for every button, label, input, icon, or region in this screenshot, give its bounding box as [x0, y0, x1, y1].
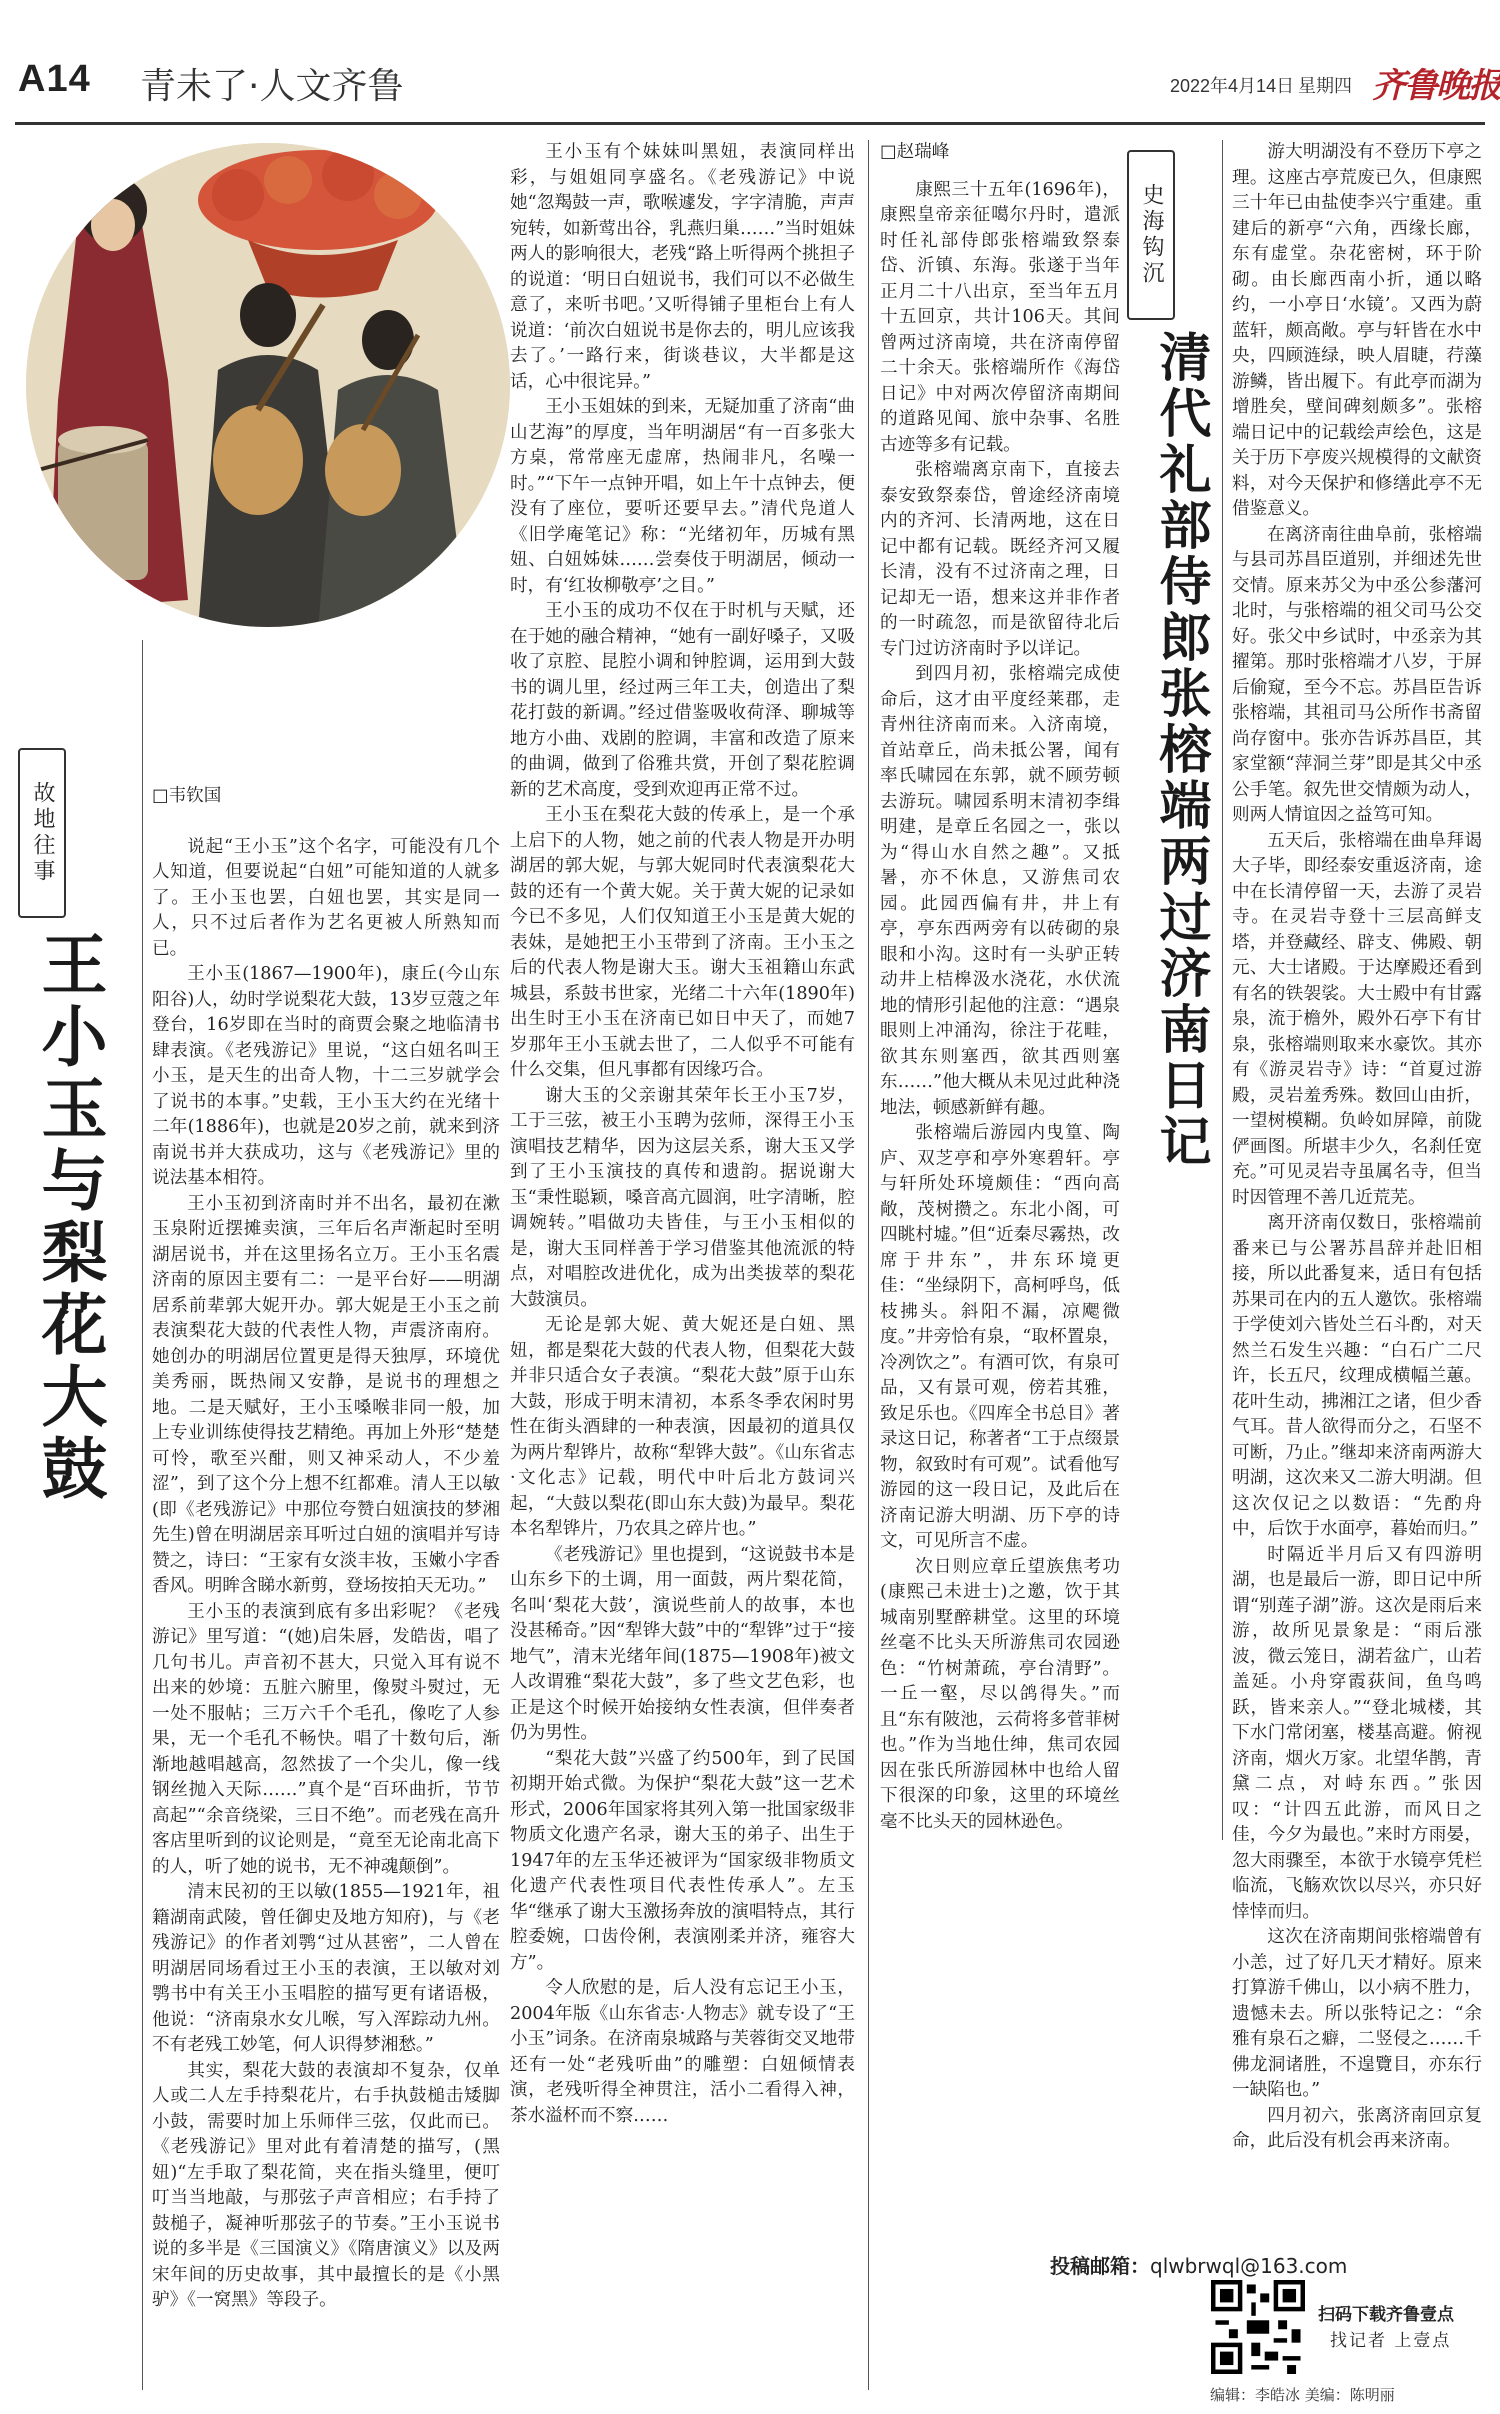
article2-column-2	[1232, 140, 1482, 2180]
editor-credits: 编辑：李皓冰 美编：陈明丽	[1210, 2386, 1395, 2404]
article1-tag-text: 故地往事	[30, 781, 55, 885]
page-header	[0, 0, 1500, 132]
article2-tag-text: 史海钩沉	[1139, 183, 1164, 287]
column-rule	[1222, 140, 1223, 1840]
article2-column-1	[880, 140, 1120, 1830]
article2-title: 清代礼部侍郎张榕端两过济南日记	[1150, 330, 1210, 1170]
paragraph: 王小玉的成功不仅在于时机与天赋，还在于她的融合精神，“她有一副好嗓子，又吸收了京腔、昆腔小调和钟腔调，运用到大鼓书的调儿里，经过两三年工夫，创造出了梨花打鼓的新调。”经过借鉴吸收荷泽、聊城等地方小曲、戏剧的腔调，丰富和改造了原来的曲调，做到了俗雅共赏，开创了梨花腔调新的艺术高度，受到欢迎再正常不过。	[510, 601, 855, 800]
article-divider	[868, 140, 869, 2390]
paragraph: 令人欣慰的是，后人没有忘记王小玉，2004年版《山东省志·人物志》就专设了“王小玉”词条。在济南泉城路与芙蓉街交叉地带还有一处“老残听曲”的雕塑：白妞倾情表演，老残听得全神贯注，活小二看得入神，茶水溢杯而不察……	[510, 1978, 855, 2126]
paragraph: 四月初六，张离济南回京复命，此后没有机会再来济南。	[1232, 2105, 1482, 2151]
article1-column-1	[152, 784, 500, 2384]
paragraph: 康熙三十五年(1696年)，康熙皇帝亲征噶尔丹时，遣派时任礼部侍郎张榕端致祭泰岱、沂镇、东海。张遂于当年正月二十八出京，至当年五月十五回京，共计106天。其间曾两过济南境，共在济南停留二十余天。张榕端所作《海岱日记》中对两次停留济南期间的道路见闻、旅中杂事、名胜古迹等多有记载。	[880, 179, 1120, 455]
paragraph: 王小玉姐妹的到来，无疑加重了济南“曲山艺海”的厚度，当年明湖居“有一百多张大方桌，常常座无虚席，热闹非凡，名噪一时。”“下午一点钟开唱，如上午十点钟去，便没有了座位，要听还要早去。”清代凫道人《旧学庵笔记》称：“光绪初年，历城有黑妞、白妞姊妹……尝奏伎于明湖居，倾动一时，有‘红妆柳敬亭’之目。”	[510, 397, 855, 596]
paragraph: 谢大玉的父亲谢其荣年长王小玉7岁，工于三弦，被王小玉聘为弦师，深得王小玉演唱技艺精华，因为这层关系，谢大玉又学到了王小玉演技的真传和遗韵。据说谢大玉“秉性聪颖，嗓音高亢圆润，吐字清晰，腔调婉转。”唱做功夫皆佳，与王小玉相似的是，谢大玉同样善于学习借鉴其他流派的特点，对唱腔改进优化，成为出类拔萃的梨花大鼓演员。	[510, 1085, 855, 1310]
email-address[interactable]: qlwbrwql@163.com	[1150, 2254, 1348, 2278]
paragraph: 这次在济南期间张榕端曾有小恙，过了好几天才精好。原来打算游千佛山，以小病不胜力，遗憾未去。所以张特记之：“余雅有泉石之癖，二竖侵之……千佛龙洞诸胜，不遑覽目，亦东行一缺陷也。”	[1232, 1927, 1482, 2100]
submission-email	[1050, 2250, 1347, 2279]
app-slogan-text: 找记者 上壹点	[1330, 2331, 1452, 2351]
paragraph: 王小玉在梨花大鼓的传承上，是一个承上启下的人物，她之前的代表人物是开办明湖居的郭大妮，与郭大妮同时代表演梨花大鼓的还有一个黄大妮。关于黄大妮的记录如今已不多见，人们仅知道王小玉是黄大妮的表妹，是她把王小玉带到了济南。王小玉之后的代表人物是谢大玉。谢大玉祖籍山东武城县，系鼓书世家，光绪二十六年(1890年)出生时王小玉在济南已如日中天了，而她7岁那年王小玉就去世了，二人似乎不可能有什么交集，但凡事都有因缘巧合。	[510, 805, 855, 1080]
submission-label: 投稿邮箱：	[1050, 2254, 1150, 2278]
paragraph: 无论是郭大妮、黄大妮还是白妞、黑妞，都是梨花大鼓的代表人物，但梨花大鼓并非只适合女子表演。“梨花大鼓”原于山东大鼓，形成于明末清初，本系冬季农闲时男性在街头酒肆的一种表演，因最初的道具仅为两片犁铧片，故称“犁铧大鼓”。《山东省志·文化志》记载，明代中叶后北方鼓词兴起，“大鼓以梨花(即山东大鼓)为最早。梨花本名犁铧片，乃农具之碎片也。”	[510, 1315, 855, 1539]
column-rule	[142, 640, 143, 2390]
qr-code-icon[interactable]	[1211, 2280, 1305, 2374]
page-number: A14	[18, 58, 91, 100]
paragraph: “梨花大鼓”兴盛了约500年，到了民国初期开始式微。为保护“梨花大鼓”这一艺术形式，2006年国家将其列入第一批国家级非物质文化遗产名录，谢大玉的弟子、出生于1947年的左玉华还被评为“国家级非物质文化遗产代表性项目代表性传承人”。左玉华“继承了谢大玉激扬奔放的演唱特点，其行腔委婉，口齿伶俐，表演刚柔并济，雍容大方”。	[510, 1748, 855, 1973]
paragraph: 五天后，张榕端在曲阜拜谒大子毕，即经泰安重返济南，途中在长清停留一天，去游了灵岩寺。在灵岩寺登十三层高鲜支塔，并登藏经、辟支、佛殿、朝元、大士诸殿。于达摩殿还看到有名的铁袈裟。大士殿中有甘露泉，流于檐外，殿外石亭下有甘泉，张榕端则取来水豪饮。其亦有《游灵岩寺》诗：“首夏过游殿，灵岩羞秀殊。数回山由折，一望树模糊。负岭如屏障，前陇俨画图。所堪丰少久，名刹任宽充。”可见灵岩寺虽属名寺，但当时因管理不善几近荒芜。	[1232, 830, 1482, 1208]
app-download-text: 扫码下载齐鲁壹点	[1318, 2305, 1454, 2325]
section-name: 青未了·人文齐鲁	[140, 66, 404, 107]
paragraph: 到四月初，张榕端完成使命后，这才由平度经莱郡，走青州往济南而来。入济南境，首站章丘，尚未抵公署，闻有率氏啸园在东郭，就不顾劳顿去游玩。啸园系明末清初李缉明建，是章丘名园之一，张以为“得山水自然之趣”。又抵暑，亦不休息，又游焦司农园。此园西偏有井，井上有亭，亭东西两旁有以砖砌的泉眼和小沟。这时有一头驴正转动井上桔槔汲水浇花，水伏流地的情形引起他的注意：“遇泉眼则上冲涌沟，徐注于花畦，欲其东则塞西，欲其西则塞东……”他大概从未见过此种浇地法，顿感新鲜有趣。	[880, 664, 1120, 1118]
paragraph: 时隔近半月后又有四游明湖，也是最后一游，即日记中所谓“别莲子湖”游。这次是雨后来游，故所见景象是：“雨后涨波，微云笼日，湖若盆广，山若盖延。小舟穿霞荻间，鱼鸟鸣跃，皆来亲人。”“登北城楼，其下水门常闭塞，楼基高避。俯视济南，烟火万家。北望华鹊，青黛二点，对峙东西。”张因叹：“计四五此游，而风日之佳，今夕为最也。”来时方雨晏，忽大雨骤至，本欲于水镜亭凭栏临流，飞觞欢饮以尽兴，亦只好悻悻而归。	[1232, 1544, 1482, 1922]
issue-date: 2022年4月14日	[1170, 76, 1295, 96]
article1-tag	[18, 748, 66, 918]
article2-author: □赵瑞峰	[880, 142, 950, 162]
article2-tag	[1127, 150, 1175, 320]
paragraph: 王小玉(1867—1900年)，康丘(今山东阳谷)人，幼时学说梨花大鼓，13岁豆蔻之年登台，16岁即在当时的商贾会聚之地临清书肆表演。《老残游记》里说，“这白妞名叫王小玉，是天生的出奇人物，十二三岁就学会了说书的本事。”史载，王小玉大约在光绪十二年(1886年)，也就是20岁之前，就来到济南说书并大获成功，这与《老残游记》里的说法基本相符。	[152, 964, 500, 1188]
paragraph: 张榕端后游园内曳篁、陶庐、双芝亭和亭外寒碧轩。亭与轩所处环境颇佳：“西向高敞，茂树攒之。东北小阁，可四眺村墟。”但“近秦尽霧热，改席于井东”，井东环境更佳：“坐绿阴下，高柯呼鸟，低枝拂头。斜阳不漏，凉飔微度。”井旁恰有泉，“取杯置泉，冷冽饮之”。有酒可饮，有泉可品，又有景可观，傍若其雅，致足乐也。《四库全书总目》著录这日记，称著者“工于点缀景物，叙致时有可观”。试看他写游园的这一段日记，及此后在济南记游大明湖、历下亭的诗文，可见所言不虚。	[880, 1123, 1120, 1551]
paragraph: 王小玉有个妹妹叫黑妞，表演同样出彩，与姐姐同享盛名。《老残游记》中说她“忽羯鼓一声，歌喉遽发，字字清脆，声声宛转，如新莺出谷，乳燕归巢……”当时姐妹两人的影响很大，老残“路上听得两个挑担子的说道：‘明日白妞说书，我们可以不必做生意了，来听书吧。’又听得铺子里柜台上有人说道：‘前次白妞说书是你去的，明儿应该我去了。’一路行来，街谈巷议，大半都是这话，心中很诧异。”	[510, 142, 855, 392]
paragraph: 张榕端离京南下，直接去泰安致祭泰岱，曾途经济南境内的齐河、长清两地，这在日记中都有记载。既经齐河又履长清，没有不过济南之理，日记却无一语，想来这并非作者的一时疏忽，而是欲留待北后专门过访济南时予以详记。	[880, 460, 1120, 659]
paragraph: 在离济南往曲阜前，张榕端与县司苏昌臣道别，并细述先世交情。原来苏父为中丞公参藩河北时，与张榕端的祖父司马公交好。张父中乡试时，中丞亲为其擢第。那时张榕端才八岁，于屏后偷窥，至今不忘。苏昌臣告诉张榕端，其祖司马公所作书斋留尚存窗中。张亦告诉苏昌臣，其家堂额“萍洞兰芽”即是其父中丞公手笔。叙先世交情颇为动人，则两人情谊因之益笃可知。	[1232, 524, 1482, 825]
paragraph: 王小玉初到济南时并不出名，最初在漱玉泉附近摆摊卖演，三年后名声渐起时至明湖居说书，并在这里扬名立万。王小玉名震济南的原因主要有二：一是平台好——明湖居系前辈郭大妮开办。郭大妮是王小玉之前表演梨花大鼓的代表性人物，声震济南府。她创办的明湖居位置更是得天独厚，环境优美秀丽，既热闹又安静，是说书的理想之地。二是天赋好，王小玉嗓喉非同一般，加上专业训练使得技艺精绝。再加上外形“楚楚可怜，歌至兴酣，则又神采动人，不少羞涩”，到了这个分上想不红都难。清人王以敏(即《老残游记》中那位夸赞白妞演技的梦湘先生)曾在明湖居亲耳听过白妞的演唱并写诗赞之，诗曰：“王家有女淡丰妆，玉嫩小字香香风。明眸含睇水新剪，登场按拍天无功。”	[152, 1193, 500, 1596]
paragraph: 清末民初的王以敏(1855—1921年，祖籍湖南武陵，曾任御史及地方知府)，与《老残游记》的作者刘鹗“过从甚密”，二人曾在明湖居同场看过王小玉的表演，王以敏对刘鹗书中有关王小玉唱腔的描写更有诸语极，他说：“济南泉水女儿喉，写入浑踪动九州。不有老残工妙笔，何人识得梦湘愁。”	[152, 1882, 500, 2055]
newspaper-logo: 齐鲁晚报	[1372, 66, 1500, 106]
paragraph: 说起“王小玉”这个名字，可能没有几个人知道，但要说起“白妞”可能知道的人就多了。王小玉也罢，白妞也罢，其实是同一人，只不过后者作为艺名更被人所熟知而已。	[152, 836, 500, 959]
article1-author: □韦钦国	[152, 786, 222, 806]
article1-title: 王小玉与梨花大鼓	[30, 930, 107, 1506]
paragraph: 离开济南仅数日，张榕端前番来已与公署苏昌辞并赴旧相接，所以此番复来，适日有包括苏果司在内的五人邀饮。张榕端于学使刘六皆处兰石斗酌，对天然兰石发生兴趣：“白石广二尺许，长五尺，纹理成横幅兰蕙。花叶生动，拂湘江之诸，但少香气耳。昔人欲得而分之，石坚不可断，乃止。”继却来济南两游大明湖，这次来又二游大明湖。但这次仅记之以数语：“先酌舟中，后饮于水面亭，暮始而归。”	[1232, 1213, 1482, 1539]
paragraph: 次日则应章丘望族焦考功(康熙己未进士)之邀，饮于其城南别墅醉耕堂。这里的环境丝毫不比头天所游焦司农园逊色：“竹树萧疏，亭台清野”。一丘一壑，尽以鸽得失。”而且“东有陂池，云荷将多菅菲树也。”作为当地仕绅，焦司农园因在张氏所游园林中也给人留下很深的印象，这里的环境丝毫不比头天的园林逊色。	[880, 1556, 1120, 1830]
issue-weekday: 星期四	[1298, 76, 1352, 97]
paragraph: 游大明湖没有不登历下亭之理。这座古亭荒废已久，但康熙三十年已由盐使李兴宁重建。重建后的新亭“六角，西缘长廊，东有虚堂。杂花密树，环于阶砌。由长廊西南小折，通以略约，一小亭日‘水镜’。又西为蔚蓝轩，颇高敞。亭与轩皆在水中央，四顾涟绿，映人眉睫，荇藻游鳞，皆出履下。有此亭而湖为增胜矣，壁间碑刻颇多”。张榕端日记中的记载绘声绘色，这是关于历下亭废兴规模得的文献资料，对今天保护和修缮此亭不无借鉴意义。	[1232, 142, 1482, 519]
paragraph: 其实，梨花大鼓的表演却不复杂，仅单人或二人左手持梨花片，右手执鼓槌击矮脚小鼓，需要时加上乐师伴三弦，仅此而已。《老残游记》里对此有着清楚的描写，(黑妞)“左手取了梨花简，夹在指头缝里，便叮叮当当地敲，与那弦子声音相应；右手持了鼓槌子，凝神听那弦子的节奏。”王小玉说书说的多半是《三国演义》《隋唐演义》以及两宋年间的历史故事，其中最擅长的是《小黑驴》《一窝黑》等段子。	[152, 2060, 500, 2310]
article1-column-2	[510, 140, 855, 2390]
performers-illustration	[18, 140, 518, 630]
paragraph: 王小玉的表演到底有多出彩呢？《老残游记》里写道：“(她)启朱唇，发皓齿，唱了几句书儿。声音初不甚大，只觉入耳有说不出来的妙境：五脏六腑里，像熨斗熨过，无一处不服帖；三万六千个毛孔，像吃了人参果，无一个毛孔不畅快。唱了十数句后，渐渐地越唱越高，忽然拔了一个尖儿，像一线钢丝抛入天际……”真个是“百环曲折，节节高起”“余音绕梁，三日不绝”。而老残在高升客店里听到的议论则是，“竟至无论南北高下的人，听了她的说书，无不神魂颠倒”。	[152, 1601, 500, 1877]
header-rule	[15, 122, 1485, 125]
paragraph: 《老残游记》里也提到，“这说鼓书本是山东乡下的土调，用一面鼓，两片梨花简，名叫‘梨花大鼓’，演说些前人的故事，本也没甚稀奇。”因“犁铧大鼓”中的“犁铧”过于“接地气”，清末光绪年间(1875—1908年)被文人改谓雅“梨花大鼓”，多了些文艺色彩，也正是这个时候开始接纳女性表演，但伴奏者仍为男性。	[510, 1544, 855, 1743]
